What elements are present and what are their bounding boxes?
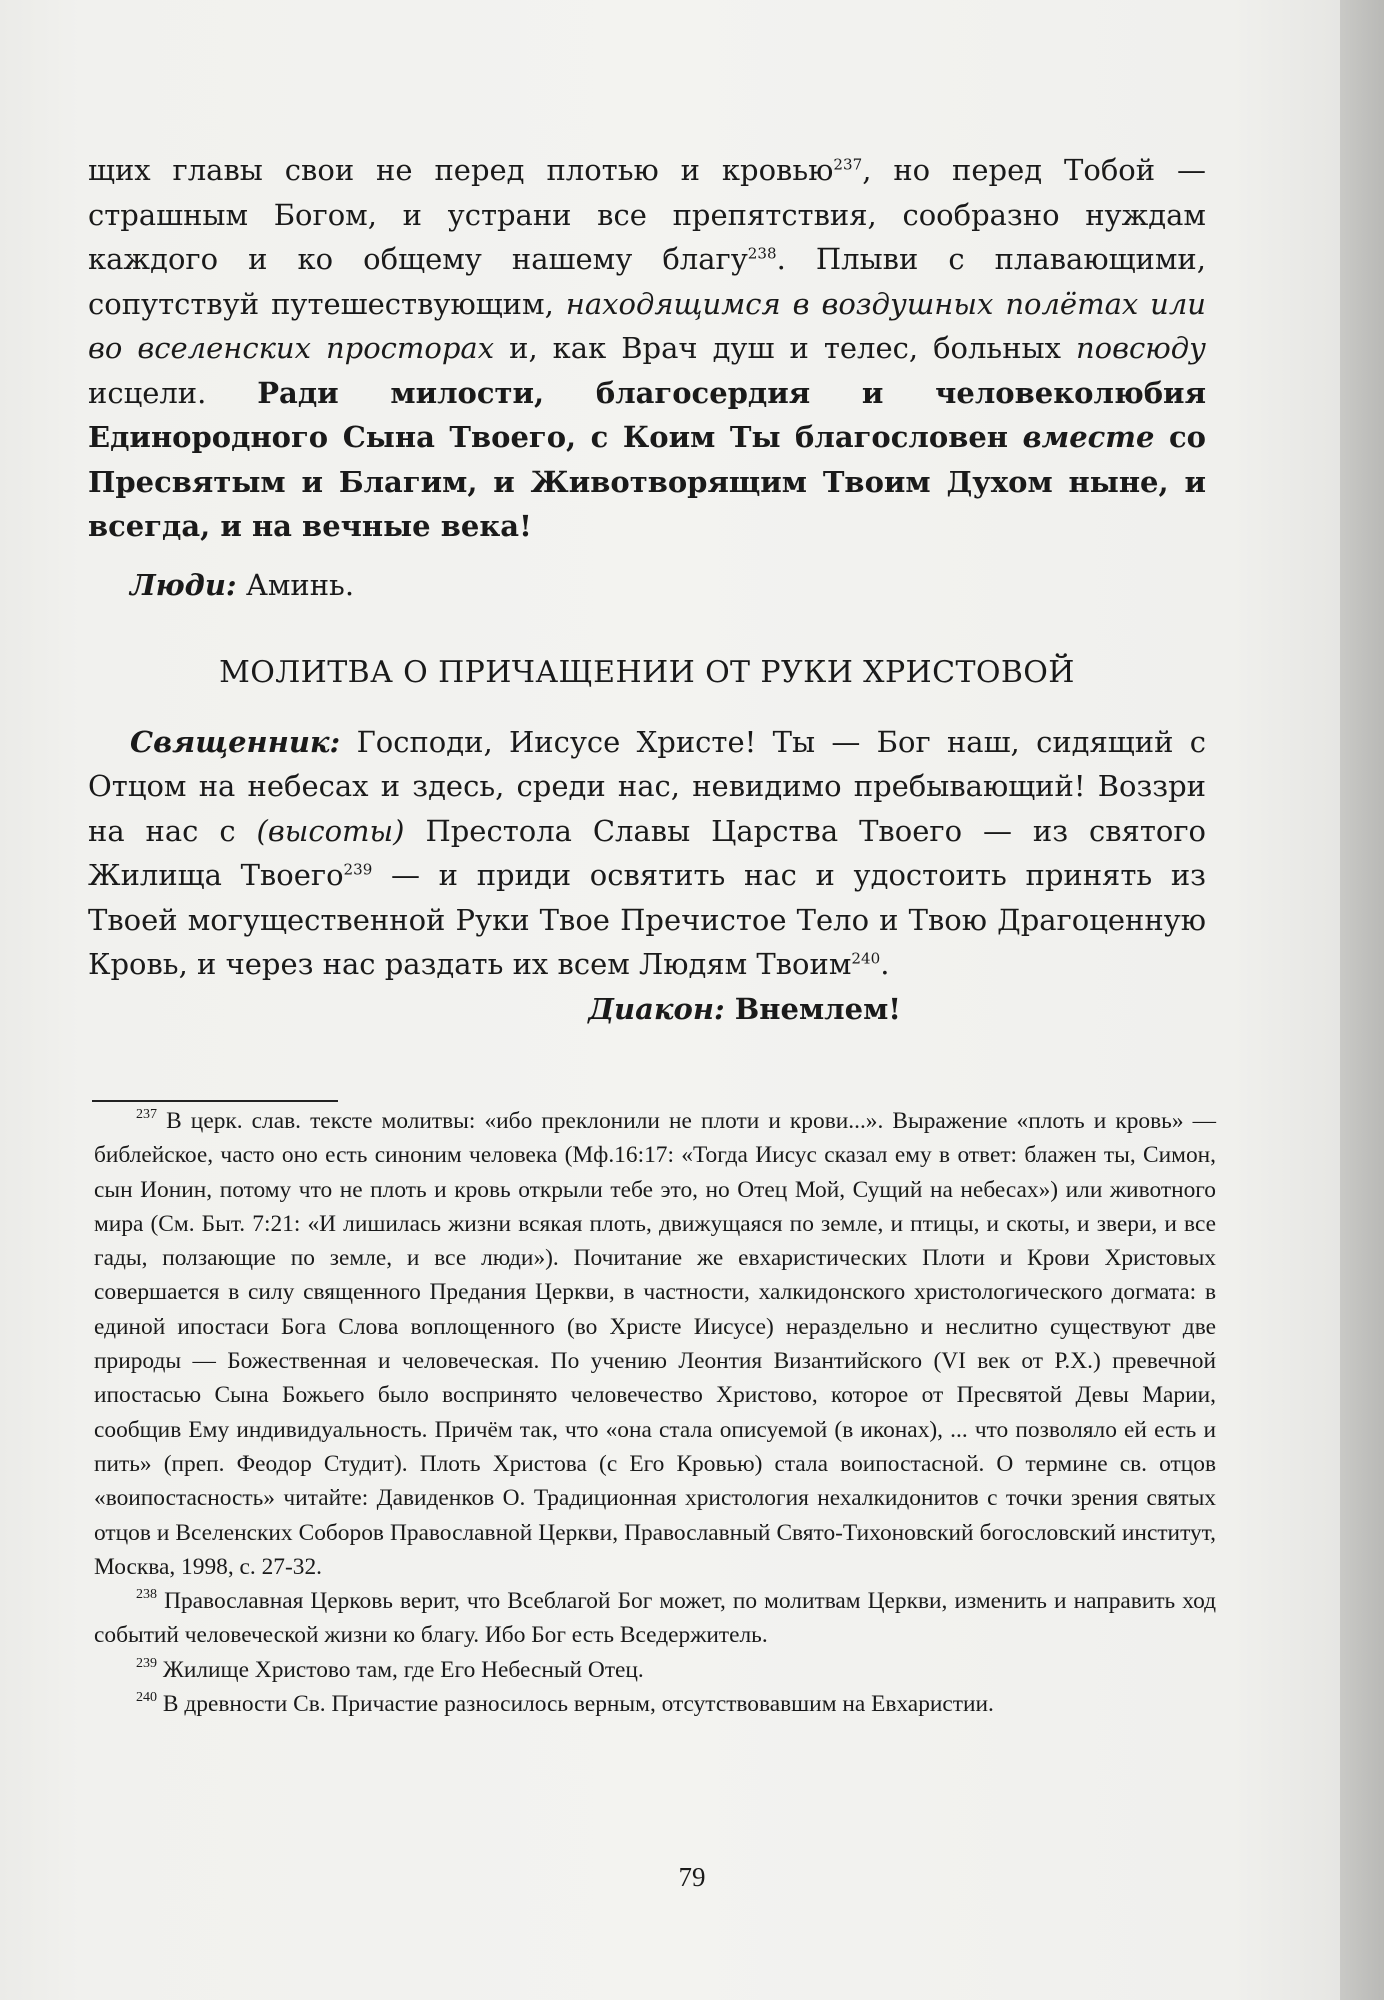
people-speaker: Люди: [130, 567, 237, 602]
section-title: МОЛИТВА О ПРИЧАЩЕНИИ ОТ РУКИ ХРИСТОВОЙ [219, 655, 1075, 690]
priest-speaker: Священник: [130, 724, 341, 759]
prayer-italic: повсюду [1076, 331, 1206, 365]
prayer-text: и, как Врач душ и телес, больных [494, 331, 1076, 365]
people-response [88, 563, 1206, 608]
footnote-ref-239: 239 [343, 860, 373, 879]
footnote-239 [94, 1653, 1216, 1687]
footnote-237 [94, 1104, 1216, 1584]
deacon-response-text: Внемлем! [724, 991, 901, 1026]
prayer-paragraph [88, 148, 1206, 549]
priest-prayer [88, 720, 1206, 987]
footnote-text: Православная Церковь верит, что Всеблагой Бог может, по молитвам Церкви, изменить и направить ход событий человеческой жизни ко благу. Ибо Бог есть Вседержитель. [94, 1588, 1216, 1649]
footnote-number: 240 [136, 1689, 158, 1706]
priest-text: — и приди освятить нас и удостоить принять из Твоей могущественной Руки Твое Пречистое Тело и Твою Драгоценную Кровь, и через нас раздать их всем Людям Твоим [88, 858, 1206, 981]
prayer-text: . Плыви с плавающими, сопутствуй путешествующим, [88, 242, 1206, 321]
footnote-number: 239 [136, 1654, 158, 1671]
priest-text: Престола Славы Царства Твоего — из святого Жилища Твоего [88, 813, 1207, 892]
prayer-text: щих главы свои не перед плотью и кровью [88, 153, 834, 187]
footnote-ref-237: 237 [833, 155, 863, 174]
footnote-240 [94, 1687, 1216, 1721]
footnote-number: 237 [136, 1106, 158, 1123]
footnotes [94, 1104, 1216, 1721]
footnote-ref-238: 238 [747, 244, 777, 263]
page-edge [1340, 0, 1384, 2000]
footnote-divider [92, 1100, 338, 1102]
footnote-238 [94, 1584, 1216, 1653]
doxology-bold: Ради милости, благосердия и человеколюбия Единородного Сына Твоего, с Коим Ты благословен [88, 375, 1206, 454]
deacon-response [88, 987, 1206, 1032]
main-text [88, 148, 1206, 1031]
people-response-text: Аминь. [236, 567, 355, 602]
doxology-italic: вместе [1022, 420, 1155, 454]
footnote-ref-240: 240 [851, 949, 881, 968]
prayer-italic: находящимся в воздушных полётах или во вселенских просторах [88, 286, 1206, 365]
page-number: 79 [678, 1862, 706, 1892]
footnote-text: Жилище Христово там, где Его Небесный Отец. [157, 1656, 644, 1683]
footnote-text: В церк. слав. тексте молитвы: «ибо преклонили не плоти и крови...». Выражение «плоть и кровь» — библейское, часто оно есть синоним человека (Мф.16:17: «Тогда Иисус сказал ему в ответ: блажен ты, Симон, сын Ионин, потому что не плоть и кровь открыли тебе это, но Отец Мой, Сущий на небесах») или животного мира (См. Быт. 7:21: «И лишилась жизни всякая плоть, движущаяся по земле, и птицы, и скоты, и звери, и все гады, ползающие по земле, и все люди»). Почитание же евхаристических Плоти и Крови Христовых совершается в силу священного Предания Церкви, в частности, халкидонского христологического догмата: в единой ипостаси Бога Слова воплощенного (во Христе Иисусе) нераздельно и неслитно существуют две природы — Божественная и человеческая. По учению Леонтия Византийского (VI век от Р.Х.) превечной ипостасью Сына Божьего было воспринято человечество Христово, которое от Пресвятой Девы Марии, сообщив Ему индивидуальность. Причём так, что «она стала описуемой (в иконах), ... что позволяло ей есть и пить» (преп. Феодор Студит). Плоть Христова (с Его Кровью) стала воипостасной. О термине св. отцов «воипостасность» читайте: Давиденков О. Традиционная христология нехалкидонитов с точки зрения святых отцов и Вселенских Соборов Православной Церкви, Православный Свято-Тихоновский богословский институт, Москва, 1998, с. 27-32. [94, 1108, 1216, 1580]
priest-text: Господи, Иисусе Христе! Ты — Бог наш, сидящий с Отцом на небесах и здесь, среди нас, невидимо пребывающий! Воззри на нас с [88, 724, 1206, 848]
footnote-text: В древности Св. Причастие разносилось верным, отсутствовавшим на Евхаристии. [157, 1691, 994, 1718]
prayer-text: , но перед Тобой — страшным Богом, и устрани все препятствия, сообразно нуждам каждого и ко общему нашему благу [88, 153, 1206, 276]
priest-text: . [880, 947, 890, 981]
deacon-speaker: Диакон: [588, 991, 725, 1026]
footnote-number: 238 [136, 1586, 158, 1603]
prayer-text: исцели. [88, 375, 258, 410]
priest-italic: (высоты) [256, 813, 405, 848]
doxology-bold: со Пресвятым и Благим, и Животворящим Твоим Духом ныне, и всегда, и на вечные века! [88, 420, 1206, 543]
